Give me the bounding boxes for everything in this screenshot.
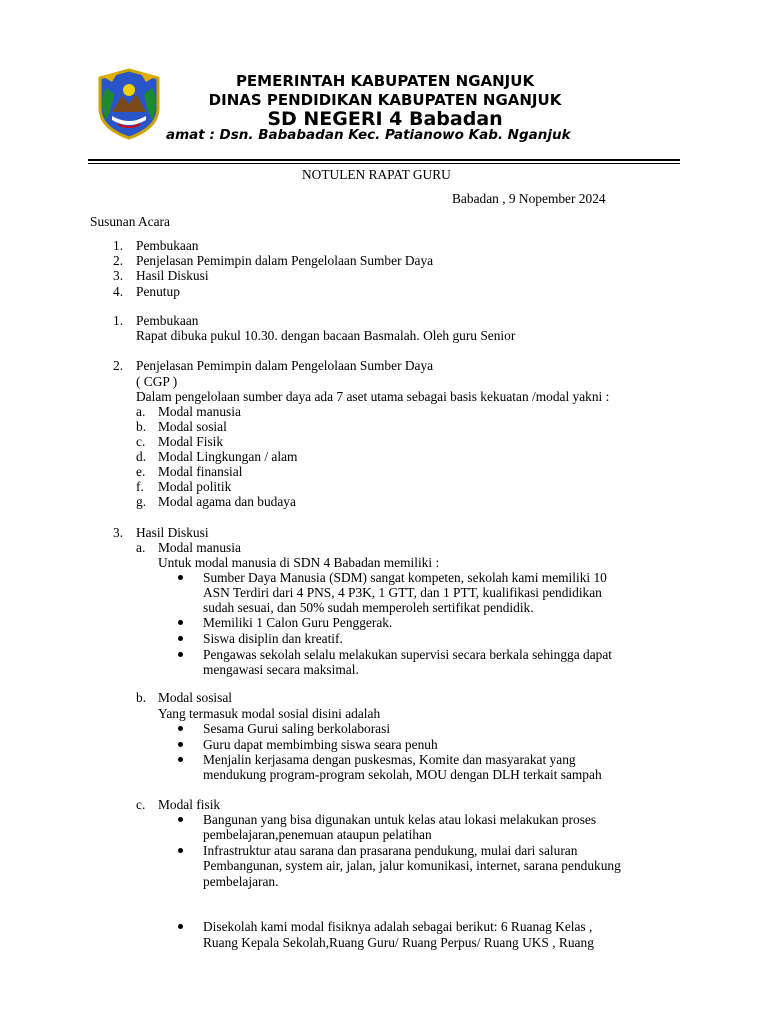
- header-divider-thick: [88, 159, 680, 161]
- bullet-text: Menjalin kerjasama dengan puskesmas, Komite dan masyarakat yang: [203, 752, 576, 767]
- agenda-heading: Susunan Acara: [90, 214, 170, 229]
- section-num: 1.: [113, 313, 124, 328]
- bullet-icon: [178, 636, 183, 641]
- list-letter: a.: [136, 404, 146, 419]
- agenda-num: 4.: [113, 284, 124, 299]
- bullet-text: mendukung program-program sekolah, MOU dengan DLH terkait sampah: [203, 767, 602, 782]
- bullet-text: Pengawas sekolah selalu melakukan supervisi secara berkala sehingga dapat: [203, 647, 613, 662]
- list-item: Modal agama dan budaya: [158, 494, 296, 509]
- list-letter: b.: [136, 419, 147, 434]
- list-letter: b.: [136, 690, 147, 705]
- list-letter: a.: [136, 540, 146, 555]
- subsection-intro: Yang termasuk modal sosial disini adalah: [158, 706, 381, 721]
- section-title: Penjelasan Pemimpin dalam Pengelolaan Sumber Daya: [136, 358, 434, 373]
- list-letter: d.: [136, 449, 147, 464]
- list-item: Modal sosial: [158, 419, 227, 434]
- section-subtitle: ( CGP ): [136, 374, 178, 389]
- bullet-text: Sumber Daya Manusia (SDM) sangat kompeten, sekolah kami memiliki 10: [203, 570, 607, 585]
- bullet-text: Pembangunan, system air, jalan, jalur komunikasi, internet, sarana pendukung: [203, 858, 621, 873]
- section-num: 2.: [113, 358, 124, 373]
- list-item: Modal manusia: [158, 404, 241, 419]
- section-intro: Dalam pengelolaan sumber daya ada 7 aset utama sebagai basis kekuatan /modal yakni :: [136, 389, 610, 404]
- header-address: amat : Dsn. Bababadan Kec. Patianowo Kab. Nganjuk: [166, 127, 571, 143]
- section-title: Pembukaan: [136, 313, 199, 328]
- list-letter: f.: [136, 479, 144, 494]
- header-school-name: SD NEGERI 4 Babadan: [267, 108, 503, 130]
- bullet-text: pembelajaran,penemuan ataupun pelatihan: [203, 827, 432, 842]
- list-letter: e.: [136, 464, 146, 479]
- agenda-item: Pembukaan: [136, 238, 199, 253]
- agenda-num: 2.: [113, 253, 124, 268]
- bullet-text: Ruang Kepala Sekolah,Ruang Guru/ Ruang Perpus/ Ruang UKS , Ruang: [203, 935, 594, 950]
- section-title: Hasil Diskusi: [136, 525, 209, 540]
- bullet-text: Siswa disiplin dan kreatif.: [203, 631, 343, 646]
- subsection-intro: Untuk modal manusia di SDN 4 Babadan memiliki :: [158, 555, 440, 570]
- list-item: Modal politik: [158, 479, 232, 494]
- bullet-icon: [178, 924, 183, 929]
- agenda-num: 1.: [113, 238, 124, 253]
- document-date: Babadan , 9 Nopember 2024: [452, 191, 606, 206]
- agenda-num: 3.: [113, 268, 124, 283]
- bullet-text: Guru dapat membimbing siswa seara penuh: [203, 737, 438, 752]
- bullet-icon: [178, 726, 183, 731]
- subsection-title: Modal sosisal: [158, 690, 233, 705]
- list-letter: g.: [136, 494, 147, 509]
- document-title: NOTULEN RAPAT GURU: [302, 167, 451, 182]
- subsection-title: Modal fisik: [158, 797, 221, 812]
- bullet-text: Memiliki 1 Calon Guru Penggerak.: [203, 615, 393, 630]
- bullet-text: mengawasi secara maksimal.: [203, 662, 359, 677]
- section-num: 3.: [113, 525, 124, 540]
- agenda-item: Penutup: [136, 284, 180, 299]
- section-body: Rapat dibuka pukul 10.30. dengan bacaan Basmalah. Oleh guru Senior: [136, 328, 516, 343]
- agenda-item: Penjelasan Pemimpin dalam Pengelolaan Sumber Daya: [136, 253, 434, 268]
- bullet-icon: [178, 757, 183, 762]
- bullet-icon: [178, 620, 183, 625]
- list-item: Modal Lingkungan / alam: [158, 449, 298, 464]
- subsection-title: Modal manusia: [158, 540, 241, 555]
- bullet-text: Disekolah kami modal fisiknya adalah sebagai berikut: 6 Ruanag Kelas ,: [203, 919, 593, 934]
- agenda-item: Hasil Diskusi: [136, 268, 209, 283]
- bullet-icon: [178, 817, 183, 822]
- bullet-text: Bangunan yang bisa digunakan untuk kelas atau lokasi melakukan proses: [203, 812, 597, 827]
- bullet-text: sudah sesuai, dan 50% sudah memperoleh sertifikat pendidik.: [203, 600, 534, 615]
- list-letter: c.: [136, 797, 146, 812]
- header-divider-thin: [88, 163, 680, 164]
- bullet-text: ASN Terdiri dari 4 PNS, 4 P3K, 1 GTT, dan 1 PTT, kualifikasi pendidikan: [203, 585, 602, 600]
- header-department: DINAS PENDIDIKAN KABUPATEN NGANJUK: [208, 91, 562, 109]
- bullet-icon: [178, 652, 183, 657]
- bullet-text: Sesama Gurui saling berkolaborasi: [203, 721, 391, 736]
- bullet-text: pembelajaran.: [203, 874, 279, 889]
- list-item: Modal finansial: [158, 464, 243, 479]
- bullet-icon: [178, 742, 183, 747]
- header-government: PEMERINTAH KABUPATEN NGANJUK: [235, 72, 535, 90]
- list-letter: c.: [136, 434, 146, 449]
- bullet-icon: [178, 848, 183, 853]
- list-item: Modal Fisik: [158, 434, 224, 449]
- bullet-icon: [178, 575, 183, 580]
- bullet-text: Infrastruktur atau sarana dan prasarana pendukung, mulai dari saluran: [203, 843, 578, 858]
